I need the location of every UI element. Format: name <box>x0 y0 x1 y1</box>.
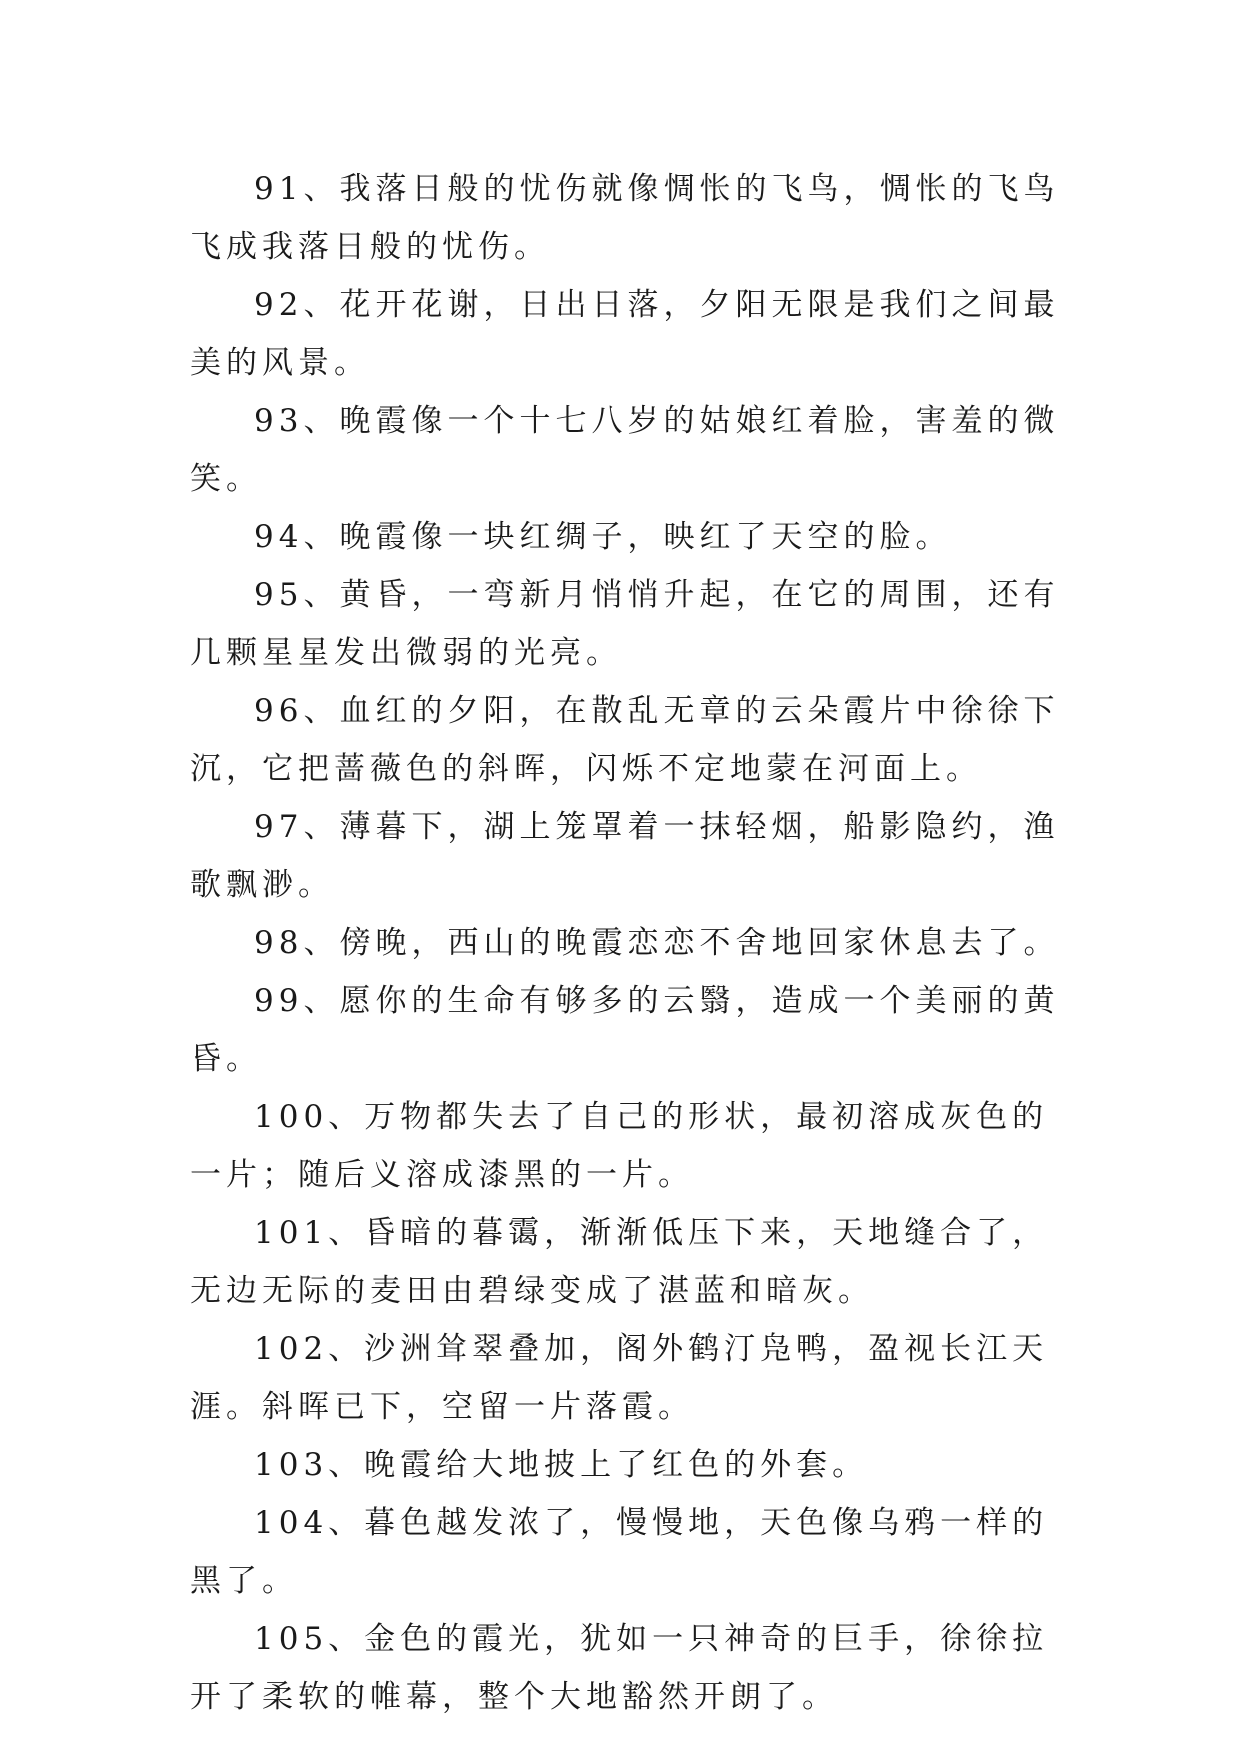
document-page <box>190 160 1070 1726</box>
paragraph-101: 101、昏暗的暮霭，渐渐低压下来，天地缝合了，无边无际的麦田由碧绿变成了湛蓝和暗灰。 <box>190 1215 1049 1309</box>
paragraph-94: 94、晚霞像一块红绸子，映红了天空的脸。 <box>254 519 952 555</box>
paragraph-99: 99、愿你的生命有够多的云翳，造成一个美丽的黄昏。 <box>190 983 1060 1077</box>
paragraph-91: 91、我落日般的忧伤就像惆怅的飞鸟，惆怅的飞鸟飞成我落日般的忧伤。 <box>190 171 1060 265</box>
paragraph-92: 92、花开花谢，日出日落，夕阳无限是我们之间最美的风景。 <box>190 287 1060 381</box>
paragraph-97: 97、薄暮下，湖上笼罩着一抹轻烟，船影隐约，渔歌飘渺。 <box>190 809 1060 903</box>
paragraph-98: 98、傍晚，西山的晚霞恋恋不舍地回家休息去了。 <box>254 925 1060 961</box>
paragraph-93: 93、晚霞像一个十七八岁的姑娘红着脸，害羞的微笑。 <box>190 403 1060 497</box>
paragraph-104: 104、暮色越发浓了，慢慢地，天色像乌鸦一样的黑了。 <box>190 1505 1049 1599</box>
paragraph-100: 100、万物都失去了自己的形状，最初溶成灰色的一片；随后义溶成漆黑的一片。 <box>190 1099 1049 1193</box>
paragraph-103: 103、晚霞给大地披上了红色的外套。 <box>254 1447 869 1483</box>
paragraph-95: 95、黄昏，一弯新月悄悄升起，在它的周围，还有几颗星星发出微弱的光亮。 <box>190 577 1060 671</box>
paragraph-96: 96、血红的夕阳，在散乱无章的云朵霞片中徐徐下沉，它把蔷薇色的斜晖，闪烁不定地蒙在河面上。 <box>190 693 1060 787</box>
paragraph-105: 105、金色的霞光，犹如一只神奇的巨手，徐徐拉开了柔软的帷幕，整个大地豁然开朗了。 <box>190 1621 1049 1715</box>
paragraph-102: 102、沙洲耸翠叠加，阁外鹤汀凫鸭，盈视长江天涯。斜晖已下，空留一片落霞。 <box>190 1331 1049 1425</box>
